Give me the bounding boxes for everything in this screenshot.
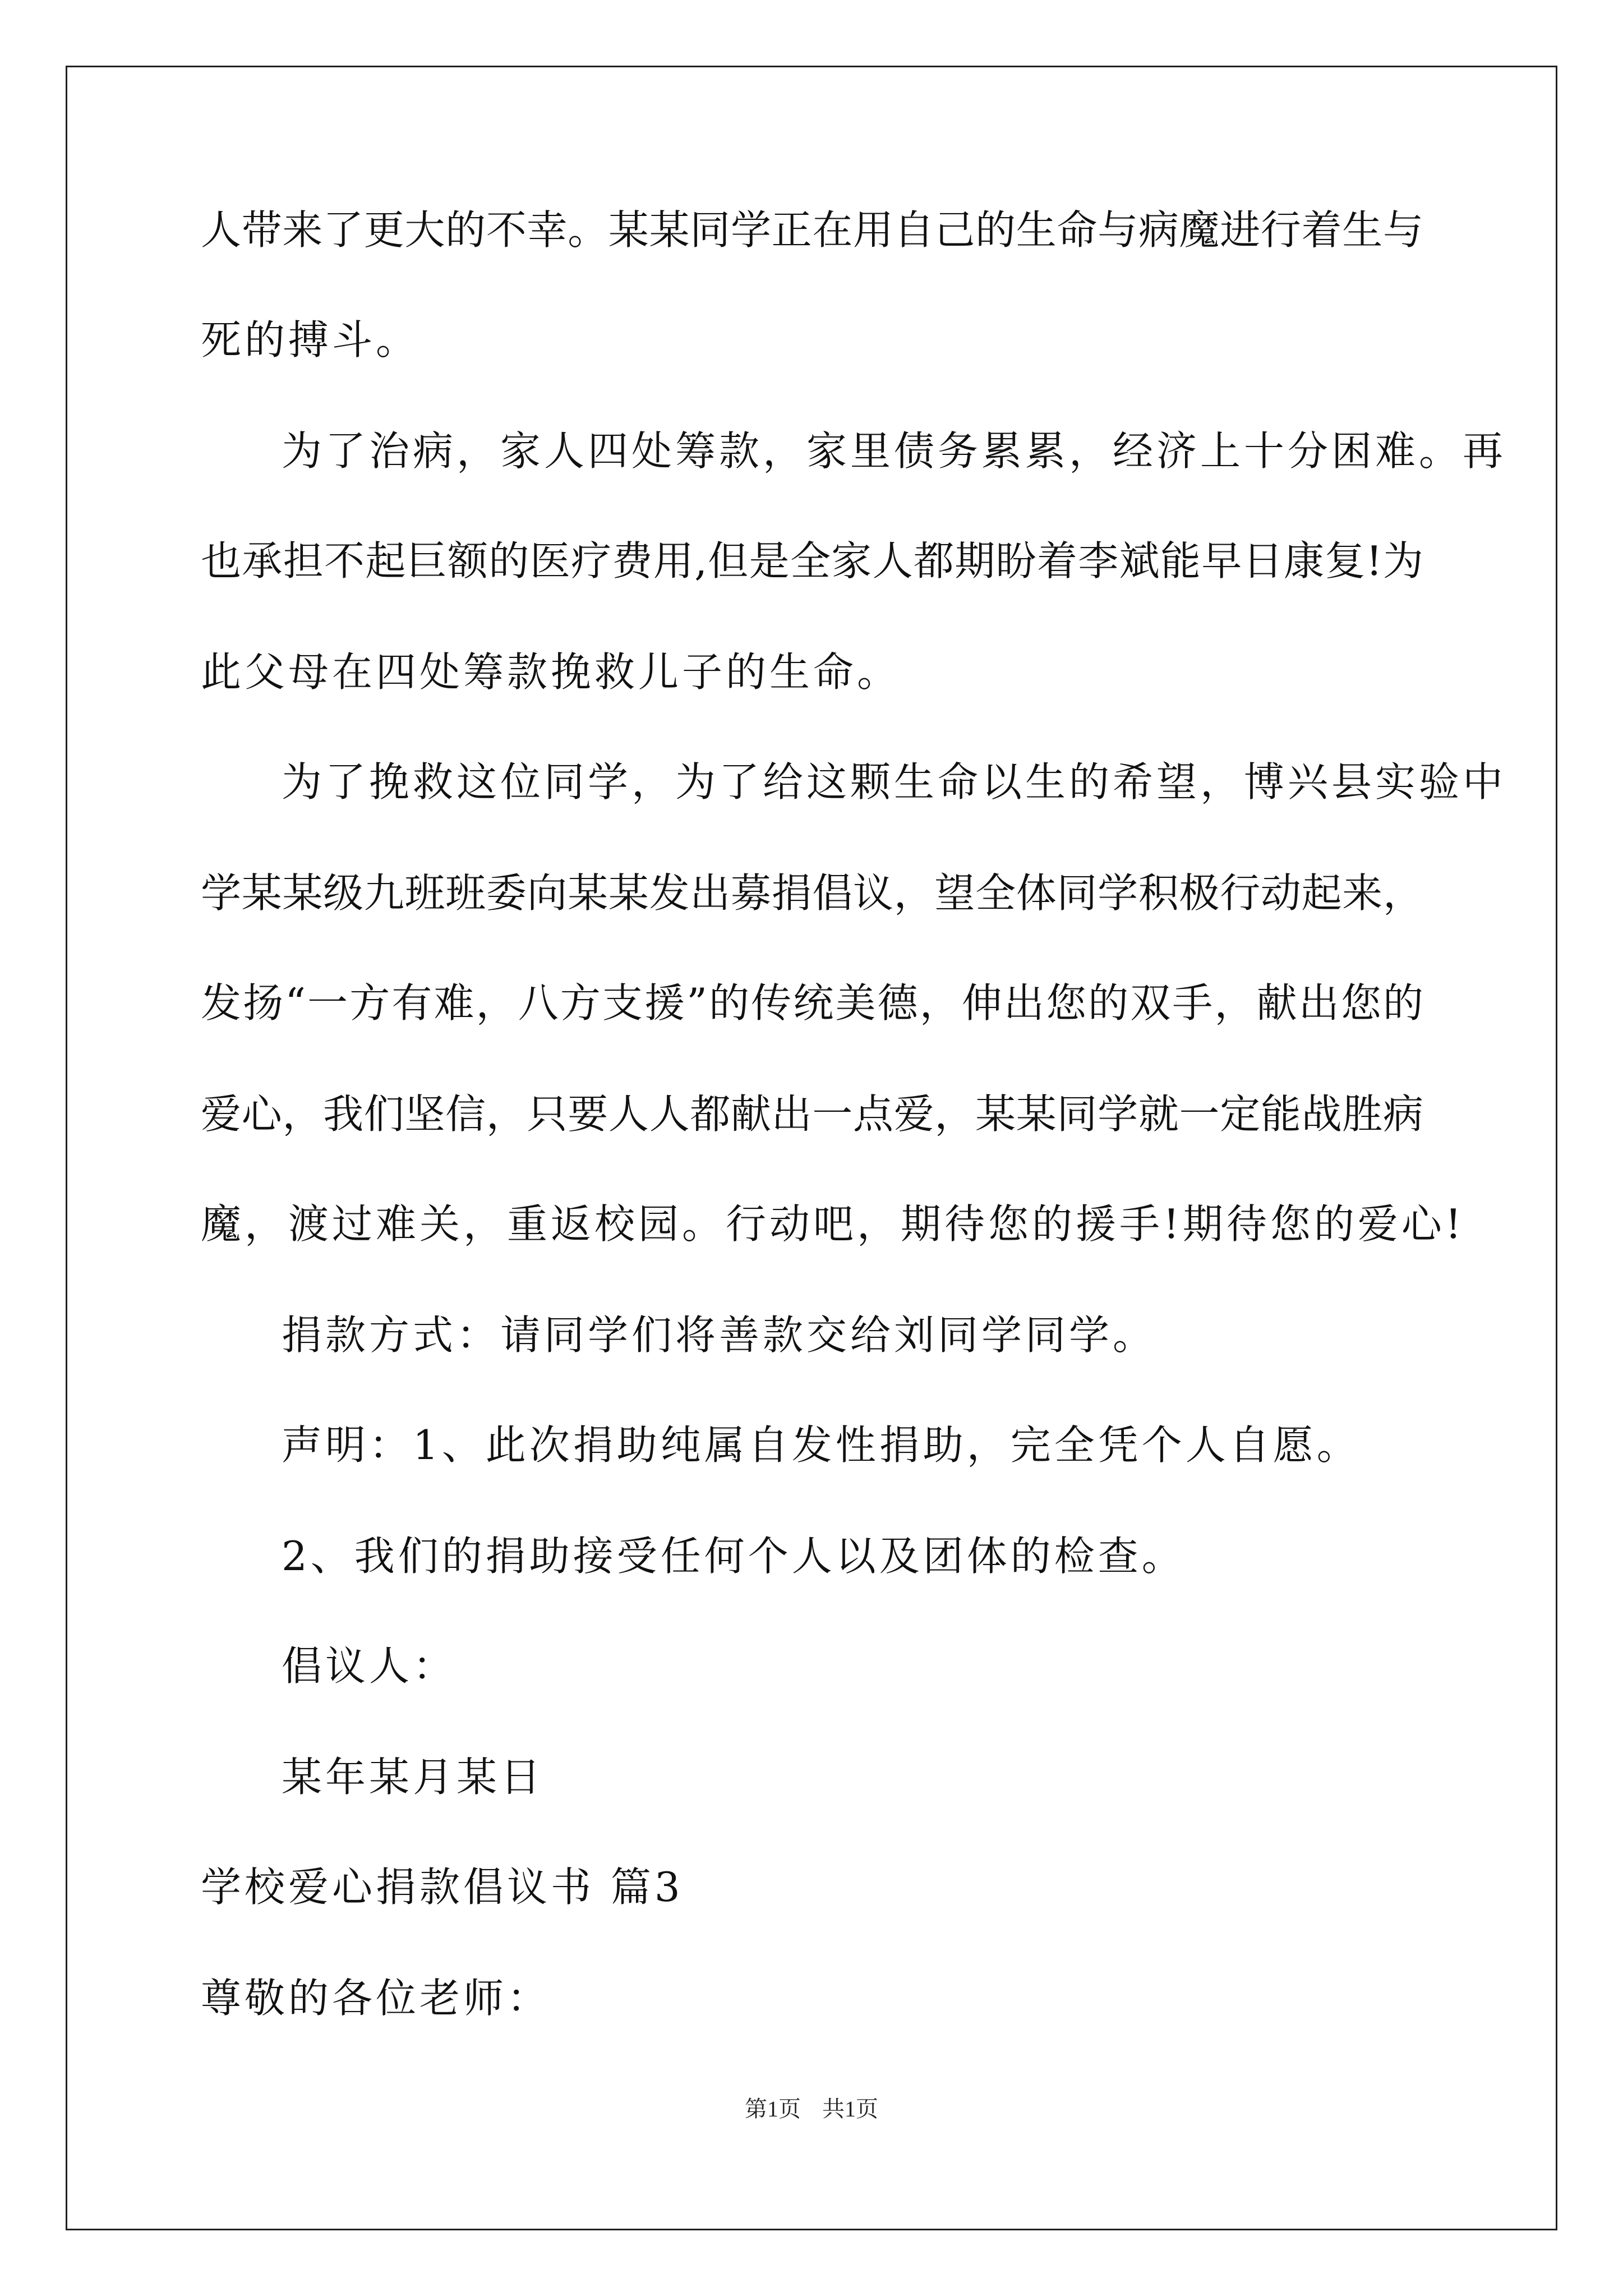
- paragraph-line: 某年某月某日: [282, 1754, 545, 1801]
- paragraph-line: 声明：1、此次捐助纯属自发性捐助，完全凭个人自愿。: [282, 1421, 1361, 1469]
- paragraph-line: 此父母在四处筹款挽救儿子的生命。: [201, 648, 901, 696]
- page-number: 第1页: [745, 2096, 801, 2122]
- paragraph-line: 发扬“一方有难，八方支援”的传统美德，伸出您的双手，献出您的: [201, 979, 1423, 1027]
- salutation: 尊敬的各位老师：: [201, 1975, 551, 2022]
- paragraph-line: 为了治病，家人四处筹款，家里债务累累，经济上十分困难。再: [282, 427, 1507, 475]
- page-count: 共1页: [822, 2096, 878, 2122]
- page-footer: [0, 2095, 1623, 2123]
- paragraph-line: 为了挽救这位同学，为了给这颗生命以生的希望，博兴县实验中: [282, 758, 1507, 806]
- paragraph-line: 倡议人：: [282, 1642, 457, 1690]
- paragraph-line: 也承担不起巨额的医疗费用,但是全家人都期盼着李斌能早日康复!为: [201, 537, 1423, 585]
- paragraph-line: 死的搏斗。: [201, 316, 420, 364]
- paragraph-line: 学某某级九班班委向某某发出募捐倡议，望全体同学积极行动起来，: [201, 869, 1423, 917]
- paragraph-line: 2、我们的捐助接受任何个人以及团体的检查。: [282, 1533, 1186, 1580]
- section-heading: 学校爱心捐款倡议书 篇3: [201, 1864, 684, 1911]
- paragraph-line: 捐款方式：请同学们将善款交给刘同学同学。: [282, 1312, 1157, 1359]
- paragraph-line: 魔，渡过难关，重返校园。行动吧，期待您的援手!期待您的爱心!: [201, 1200, 1465, 1248]
- paragraph-line: 人带来了更大的不幸。某某同学正在用自己的生命与病魔进行着生与: [201, 206, 1423, 254]
- paragraph-line: 爱心，我们坚信，只要人人都献出一点爱，某某同学就一定能战胜病: [201, 1091, 1423, 1138]
